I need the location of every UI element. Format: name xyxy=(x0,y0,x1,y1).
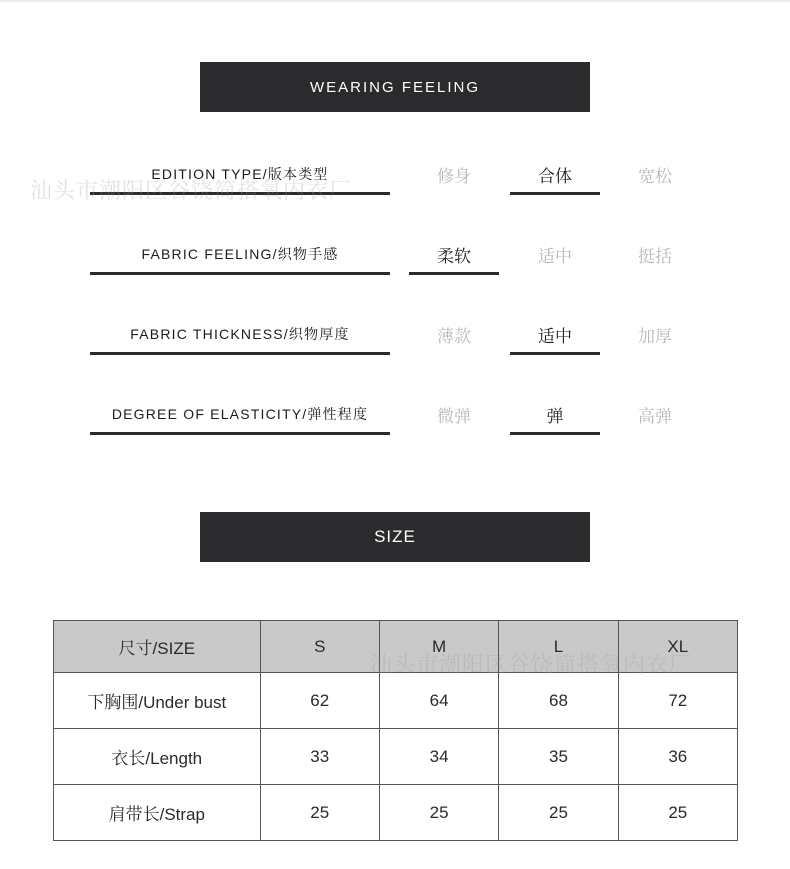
table-cell: 25 xyxy=(618,785,737,841)
label-underline xyxy=(90,432,390,435)
option-selected: 弹 xyxy=(546,407,564,427)
option: 加厚 xyxy=(638,327,672,347)
row-label-cell: 下胸围/Under bust xyxy=(54,673,261,729)
size-title: SIZE xyxy=(374,527,416,546)
feeling-row-fabric-thickness xyxy=(0,312,790,372)
selected-underline xyxy=(510,192,600,195)
feeling-row-fabric-feeling xyxy=(0,232,790,292)
selected-underline xyxy=(409,272,499,275)
table-cell: 25 xyxy=(499,785,618,841)
option-selected: 适中 xyxy=(538,327,572,347)
option: 挺括 xyxy=(638,247,672,267)
row-label-cell: 衣长/Length xyxy=(54,729,261,785)
option-selected: 柔软 xyxy=(437,247,471,267)
watermark: 汕头市潮阳区谷饶简搭氧内衣厂 xyxy=(30,179,353,204)
table-cell: 62 xyxy=(260,673,379,729)
option: 微弹 xyxy=(437,407,471,427)
feeling-row-label: DEGREE OF ELASTICITY/弹性程度 xyxy=(111,406,369,422)
option: 修身 xyxy=(437,167,471,187)
header-cell: S xyxy=(260,621,379,673)
option: 高弹 xyxy=(638,407,672,427)
table-cell: 36 xyxy=(618,729,737,785)
table-cell: 64 xyxy=(379,673,498,729)
watermark: 汕头市潮阳区谷饶简搭氧内衣厂 xyxy=(370,653,693,678)
option: 宽松 xyxy=(638,167,672,187)
table-cell: 34 xyxy=(379,729,498,785)
feeling-row-label: EDITION TYPE/版本类型 xyxy=(151,166,329,182)
table-cell: 68 xyxy=(499,673,618,729)
table-row xyxy=(54,673,738,729)
header-cell: 尺寸/SIZE xyxy=(54,621,261,673)
option: 薄款 xyxy=(437,327,471,347)
feeling-row-elasticity xyxy=(0,392,790,452)
selected-underline xyxy=(510,352,600,355)
table-row xyxy=(54,729,738,785)
option-selected: 合体 xyxy=(538,167,572,187)
header-cell: M xyxy=(379,621,498,673)
table-cell: 25 xyxy=(260,785,379,841)
feeling-row-label: FABRIC FEELING/织物手感 xyxy=(141,246,339,262)
table-row xyxy=(54,785,738,841)
selected-underline xyxy=(510,432,600,435)
row-label-cell: 肩带长/Strap xyxy=(54,785,261,841)
table-cell: 33 xyxy=(260,729,379,785)
label-underline xyxy=(90,352,390,355)
size-banner xyxy=(200,512,590,562)
table-cell: 72 xyxy=(618,673,737,729)
header-cell: XL xyxy=(618,621,737,673)
wearing-feeling-banner xyxy=(200,62,590,112)
wearing-feeling-title: WEARING FEELING xyxy=(309,78,481,96)
label-underline xyxy=(90,272,390,275)
feeling-row-label: FABRIC THICKNESS/织物厚度 xyxy=(130,326,350,342)
header-cell: L xyxy=(499,621,618,673)
top-divider xyxy=(0,0,790,2)
table-cell: 25 xyxy=(379,785,498,841)
option: 适中 xyxy=(538,247,572,267)
table-cell: 35 xyxy=(499,729,618,785)
